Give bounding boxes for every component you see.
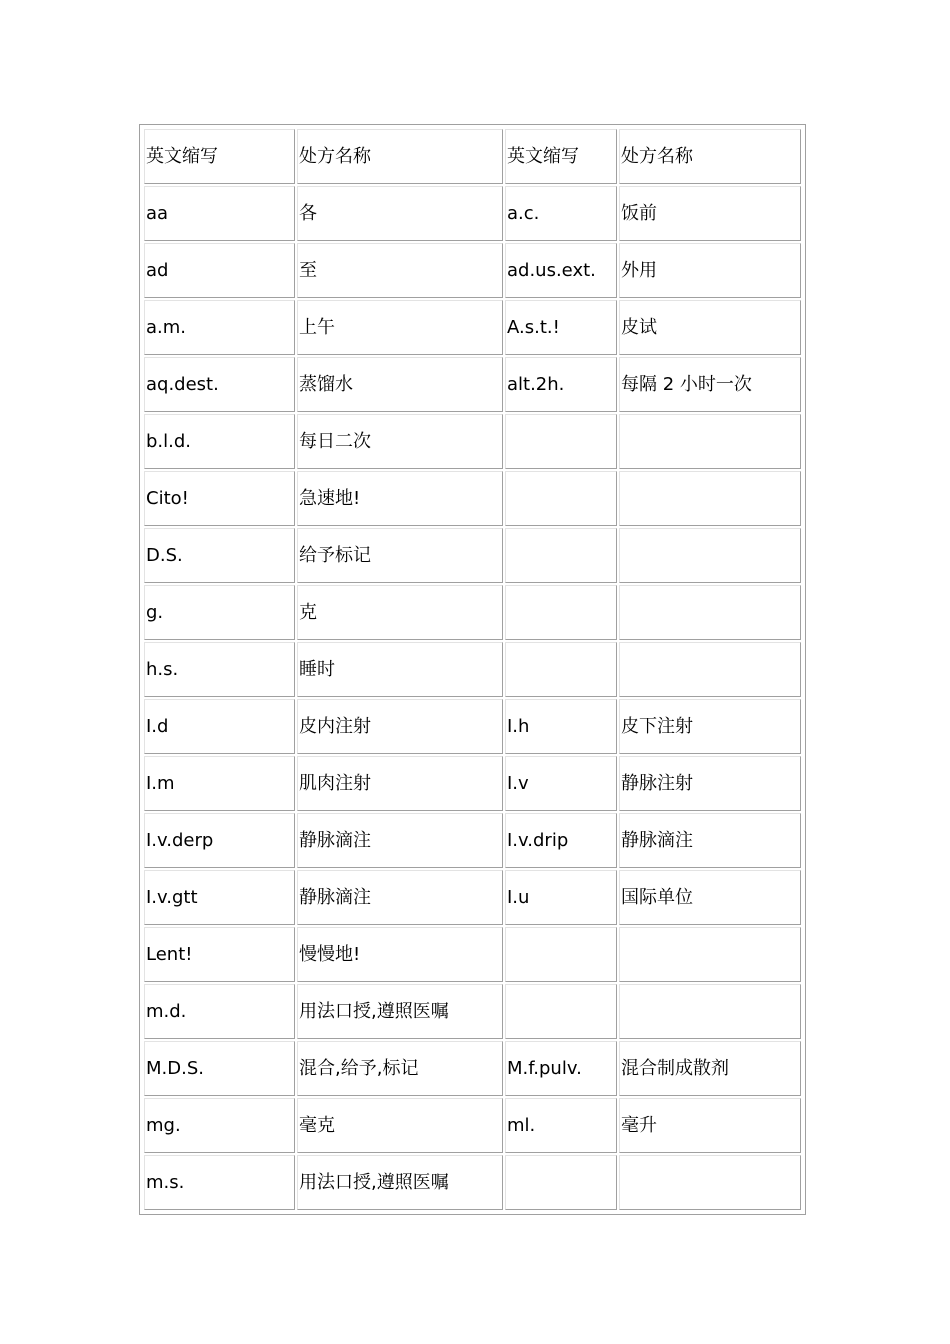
abbreviation-cell <box>505 585 617 640</box>
abbreviation-cell: I.v.drip <box>505 813 617 868</box>
abbreviation-cell <box>505 471 617 526</box>
abbreviation-cell: a.m. <box>144 300 295 355</box>
prescription-name-cell <box>619 414 801 469</box>
abbreviation-table <box>139 124 806 1215</box>
abbreviation-cell: h.s. <box>144 642 295 697</box>
abbreviation-cell: I.h <box>505 699 617 754</box>
abbreviation-cell: m.s. <box>144 1155 295 1210</box>
abbreviation-cell: M.f.pulv. <box>505 1041 617 1096</box>
prescription-name-cell: 肌肉注射 <box>297 756 503 811</box>
abbreviation-cell <box>505 984 617 1039</box>
table-row <box>144 699 801 754</box>
table-row <box>144 243 801 298</box>
prescription-name-cell: 外用 <box>619 243 801 298</box>
table-row <box>144 528 801 583</box>
abbreviation-cell: Cito! <box>144 471 295 526</box>
table-row <box>144 984 801 1039</box>
abbreviation-cell: mg. <box>144 1098 295 1153</box>
prescription-name-cell <box>619 927 801 982</box>
abbreviation-cell: ad.us.ext. <box>505 243 617 298</box>
abbreviation-cell: I.v.derp <box>144 813 295 868</box>
table-row <box>144 813 801 868</box>
table-row <box>144 870 801 925</box>
prescription-name-cell: 蒸馏水 <box>297 357 503 412</box>
abbreviation-cell <box>505 927 617 982</box>
header-prescription-name-1: 处方名称 <box>297 129 503 184</box>
table-header-row <box>144 129 801 184</box>
abbreviation-cell: b.l.d. <box>144 414 295 469</box>
header-prescription-name-2: 处方名称 <box>619 129 801 184</box>
prescription-name-cell: 至 <box>297 243 503 298</box>
header-abbreviation-1: 英文缩写 <box>144 129 295 184</box>
abbreviation-cell: D.S. <box>144 528 295 583</box>
abbreviation-cell: aa <box>144 186 295 241</box>
table-row <box>144 1041 801 1096</box>
table-row <box>144 1155 801 1210</box>
prescription-name-cell: 每日二次 <box>297 414 503 469</box>
table-row <box>144 186 801 241</box>
abbreviation-cell: a.c. <box>505 186 617 241</box>
table-row <box>144 471 801 526</box>
abbreviation-cell <box>505 1155 617 1210</box>
prescription-name-cell: 饭前 <box>619 186 801 241</box>
abbreviation-cell <box>505 642 617 697</box>
prescription-name-cell <box>619 1155 801 1210</box>
prescription-name-cell: 上午 <box>297 300 503 355</box>
table-row <box>144 300 801 355</box>
prescription-name-cell: 每隔 2 小时一次 <box>619 357 801 412</box>
abbreviation-cell: I.u <box>505 870 617 925</box>
table-row <box>144 414 801 469</box>
prescription-name-cell <box>619 471 801 526</box>
abbreviation-cell <box>505 414 617 469</box>
abbreviation-cell: alt.2h. <box>505 357 617 412</box>
prescription-name-cell <box>619 528 801 583</box>
prescription-name-cell: 皮试 <box>619 300 801 355</box>
prescription-name-cell: 静脉注射 <box>619 756 801 811</box>
prescription-name-cell: 毫克 <box>297 1098 503 1153</box>
prescription-name-cell: 睡时 <box>297 642 503 697</box>
abbreviation-cell: A.s.t.! <box>505 300 617 355</box>
prescription-name-cell: 给予标记 <box>297 528 503 583</box>
header-abbreviation-2: 英文缩写 <box>505 129 617 184</box>
prescription-name-cell: 皮内注射 <box>297 699 503 754</box>
table-row <box>144 1098 801 1153</box>
prescription-name-cell: 各 <box>297 186 503 241</box>
table-row <box>144 642 801 697</box>
abbreviation-cell: I.v <box>505 756 617 811</box>
abbreviation-cell <box>505 528 617 583</box>
table-body <box>144 129 801 1210</box>
prescription-name-cell: 混合,给予,标记 <box>297 1041 503 1096</box>
abbreviation-cell: I.m <box>144 756 295 811</box>
abbreviation-cell: g. <box>144 585 295 640</box>
table-row <box>144 585 801 640</box>
prescription-name-cell: 毫升 <box>619 1098 801 1153</box>
prescription-name-cell <box>619 585 801 640</box>
abbreviation-cell: aq.dest. <box>144 357 295 412</box>
abbreviation-cell: m.d. <box>144 984 295 1039</box>
prescription-name-cell: 静脉滴注 <box>297 813 503 868</box>
prescription-name-cell: 克 <box>297 585 503 640</box>
abbreviation-cell: ml. <box>505 1098 617 1153</box>
abbreviation-cell: M.D.S. <box>144 1041 295 1096</box>
abbreviation-cell: I.v.gtt <box>144 870 295 925</box>
abbreviation-cell: ad <box>144 243 295 298</box>
prescription-name-cell: 急速地! <box>297 471 503 526</box>
prescription-name-cell: 国际单位 <box>619 870 801 925</box>
prescription-name-cell: 慢慢地! <box>297 927 503 982</box>
table-row <box>144 357 801 412</box>
prescription-name-cell: 用法口授,遵照医嘱 <box>297 984 503 1039</box>
table-row <box>144 756 801 811</box>
abbreviation-cell: I.d <box>144 699 295 754</box>
prescription-name-cell: 皮下注射 <box>619 699 801 754</box>
table-row <box>144 927 801 982</box>
prescription-name-cell <box>619 642 801 697</box>
prescription-name-cell: 静脉滴注 <box>297 870 503 925</box>
prescription-name-cell <box>619 984 801 1039</box>
prescription-name-cell: 静脉滴注 <box>619 813 801 868</box>
prescription-name-cell: 用法口授,遵照医嘱 <box>297 1155 503 1210</box>
prescription-name-cell: 混合制成散剂 <box>619 1041 801 1096</box>
abbreviation-cell: Lent! <box>144 927 295 982</box>
